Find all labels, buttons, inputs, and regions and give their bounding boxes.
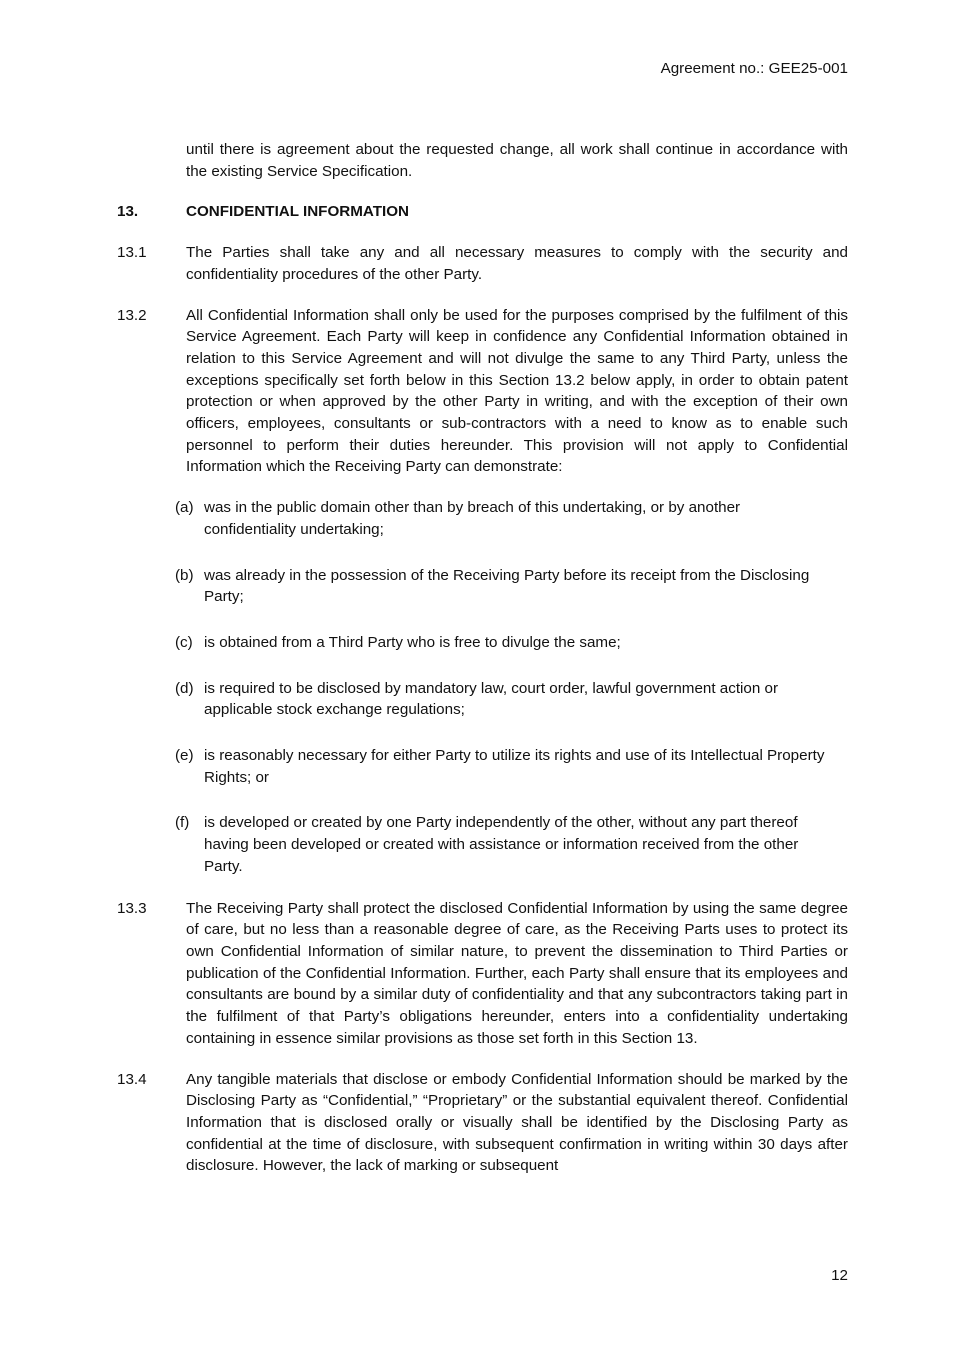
- clause-text: The Parties shall take any and all necessary measures to comply with the security and confidentiality procedures of the other Party.: [186, 244, 848, 283]
- exception-text: is developed or created by one Party independently of the other, without any part thereof having been developed or created with assistance or information received from the other Party.: [204, 814, 799, 875]
- clause-number: 13.3: [117, 899, 147, 917]
- exception-text: is required to be disclosed by mandatory law, court order, lawful government action or applicable stock exchange regulations;: [204, 679, 779, 719]
- document-body: [117, 139, 848, 1196]
- exception-label: (e): [175, 747, 194, 765]
- clause-text: All Confidential Information shall only be used for the purposes comprised by the fulfilment of this Service Agreement. Each Party will keep in confidence any Confidential Information obtained in relation to this Service Agreement and will not divulge the same to any Third Party, unless the exceptions specifically set forth below in this Section 13.2 below apply, in order to obtain patent protection or when approved by the other Party in writing, and with the exception of their own officers, employees, consultants or sub-contractors with a need to know as to enable such personnel to perform their duties hereunder. This provision will not apply to Confidential Information which the Receiving Party can demonstrate:: [186, 306, 848, 476]
- exception-item-c: [117, 632, 848, 654]
- section-title: CONFIDENTIAL INFORMATION: [186, 203, 410, 221]
- clause-13-2: [117, 305, 848, 479]
- exception-item-b: [117, 565, 848, 608]
- exception-text: was already in the possession of the Receiving Party before its receipt from the Disclosing Party;: [204, 566, 810, 606]
- clause-text: Any tangible materials that disclose or embody Confidential Information should be marked by the Disclosing Party as “Confidential,” “Proprietary” or the substantial equivalent thereof. Confidential Information that is disclosed orally or visually shall be identified by the Disclosing Party as confidential at the time of disclosure, with subsequent confirmation in writing within 30 days after disclosure. However, the lack of marking or subsequent: [186, 1070, 848, 1175]
- continuation-text: until there is agreement about the requested change, all work shall continue in accordance with the existing Service Specification.: [186, 141, 848, 180]
- clause-13-3: [117, 898, 848, 1050]
- clause-13-4: [117, 1069, 848, 1178]
- exception-label: (f): [175, 814, 190, 832]
- clause-number: 13.1: [117, 244, 147, 262]
- clause-text: The Receiving Party shall protect the disclosed Confidential Information by using the same degree of care, but no less than a reasonable degree of care, as the Receiving Parts uses to protect its own Confidential Information of similar nature, to prevent the dissemination to Third Parties or publication of the Confidential Information. Further, each Party shall ensure that its employees and consultants are bound by a similar duty of confidentiality and that any subcontractors taking part in the fulfilment of that Party’s obligations hereunder, enters into a confidentiality undertaking containing in essence similar provisions as those set forth in this Section 13.: [186, 899, 848, 1047]
- continuation-paragraph: [117, 139, 848, 182]
- clause-13-1: [117, 242, 848, 285]
- exception-text: is reasonably necessary for either Party to utilize its rights and use of its Intellectual Property Rights; or: [204, 747, 825, 786]
- section-number: 13.: [117, 203, 139, 221]
- page-number: 12: [831, 1267, 848, 1284]
- exception-item-d: [117, 678, 848, 721]
- exceptions-list: [117, 497, 848, 877]
- agreement-number-header: Agreement no.: GEE25-001: [660, 60, 848, 77]
- clause-number: 13.2: [117, 306, 147, 324]
- clause-number: 13.4: [117, 1070, 147, 1088]
- exception-item-e: [117, 745, 848, 788]
- exception-item-f: [117, 812, 848, 877]
- exception-label: (b): [175, 566, 194, 584]
- exception-text: is obtained from a Third Party who is free to divulge the same;: [204, 633, 621, 651]
- exception-label: (c): [175, 633, 193, 651]
- exception-label: (d): [175, 679, 194, 697]
- exception-item-a: [117, 497, 848, 540]
- section-heading: [117, 201, 848, 223]
- exception-label: (a): [175, 499, 194, 517]
- exception-text: was in the public domain other than by breach of this undertaking, or by another confidentiality undertaking;: [204, 499, 741, 538]
